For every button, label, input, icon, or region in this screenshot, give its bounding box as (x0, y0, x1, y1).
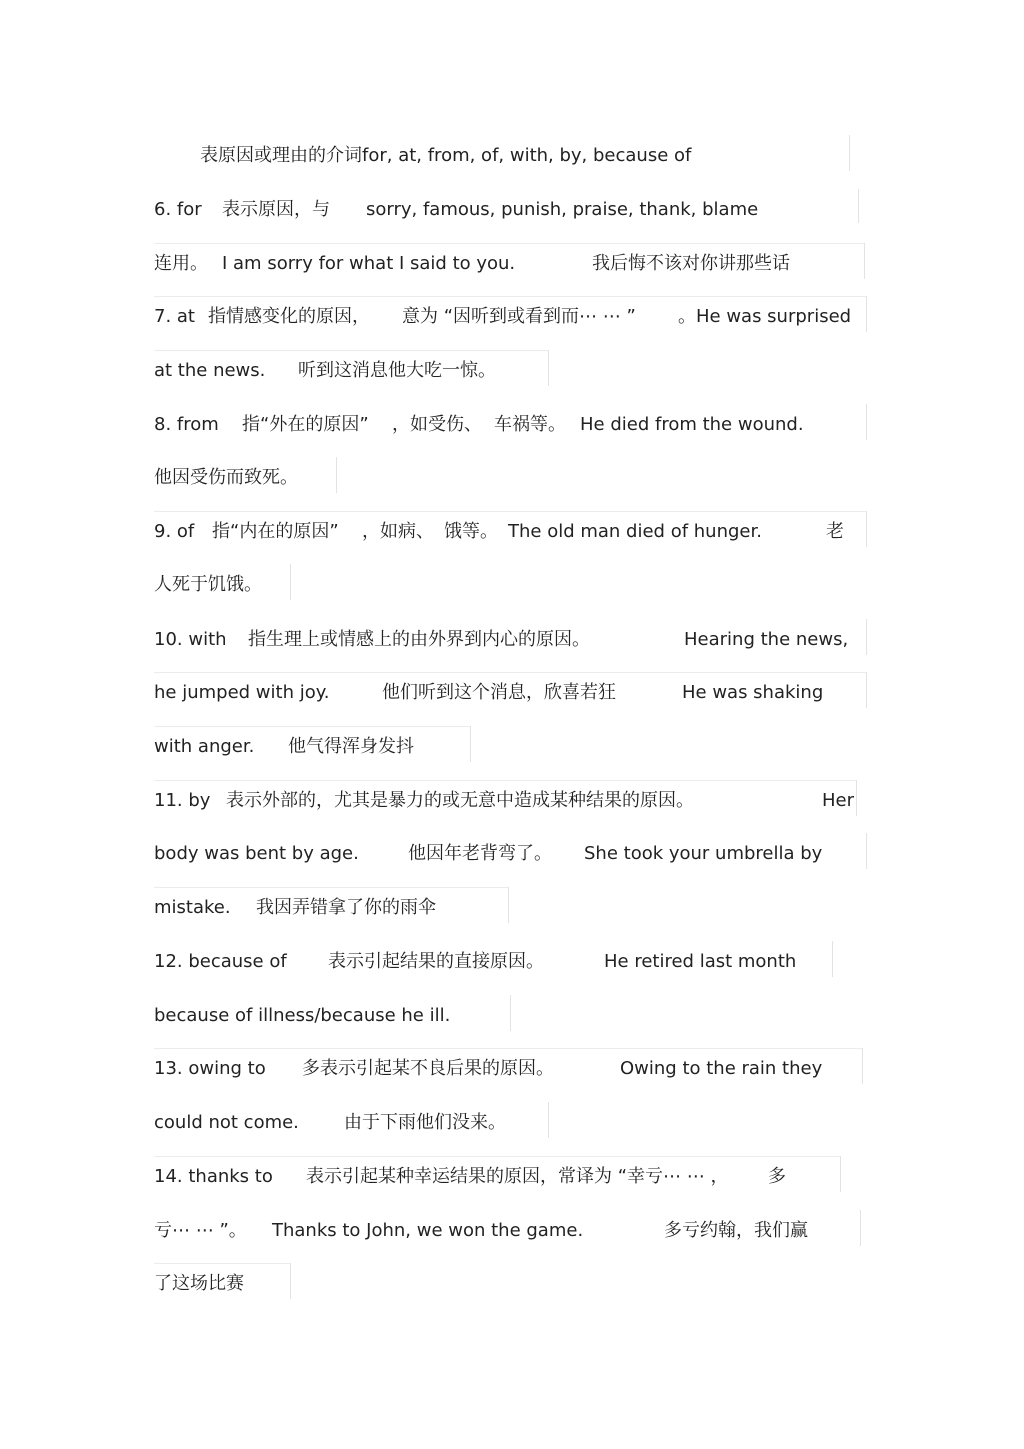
scan-line (508, 887, 509, 923)
line-text: 13. owing to (154, 1058, 266, 1079)
line-text: 表示外部的，尤其是暴力的或无意中造成某种结果的原因。 (226, 790, 694, 811)
scan-line (862, 1048, 863, 1084)
scan-line (860, 1210, 861, 1246)
line-text: 指生理上或情感上的由外界到内心的原因。 (248, 629, 590, 650)
scan-line (290, 564, 291, 600)
line-text: He died from the wound. (580, 414, 804, 435)
line-text: ，如病、 (362, 521, 434, 542)
line-text: 了这场比赛 (154, 1273, 244, 1294)
line-text: 6. for (154, 199, 202, 220)
scan-line (856, 780, 857, 816)
line-text: because of illness/because he ill. (154, 1005, 451, 1026)
scan-line (154, 672, 866, 673)
line-text: 我因弄错拿了你的雨伞 (256, 897, 436, 918)
line-text: 10. with (154, 629, 227, 650)
line-text: I am sorry for what I said to you. (222, 253, 516, 274)
scan-line (154, 511, 866, 512)
line-text: Hearing the news, (684, 629, 849, 650)
line-text: 12. because of (154, 951, 287, 972)
line-text: 8. from (154, 414, 219, 435)
line-text: 指“内在的原因” (212, 521, 339, 542)
line-text: ，如受伤、 (392, 414, 482, 435)
line-text: 他气得浑身发抖 (288, 736, 414, 757)
line-text: Thanks to John, we won the game. (272, 1220, 584, 1241)
scan-line (154, 726, 470, 727)
line-text: 指情感变化的原因， (208, 306, 370, 327)
line-text: 表示原因，与 (222, 199, 330, 220)
line-text: 他因年老背弯了。 (408, 843, 552, 864)
scan-line (290, 1263, 291, 1299)
scan-line (154, 1263, 290, 1264)
line-text: 人死于饥饿。 (154, 574, 262, 595)
line-text: with anger. (154, 736, 255, 757)
scan-line (154, 1156, 840, 1157)
line-text: 多表示引起某不良后果的原因。 (302, 1058, 554, 1079)
line-text: She took your umbrella by (584, 843, 823, 864)
scan-line (866, 511, 867, 547)
line-text: mistake. (154, 897, 231, 918)
scan-line (154, 887, 508, 888)
line-text: 多亏约翰，我们赢 (664, 1220, 808, 1241)
scan-line (866, 296, 867, 332)
scan-line (858, 189, 859, 223)
line-text: 9. of (154, 521, 195, 542)
scan-line (154, 350, 548, 351)
scan-line (849, 135, 850, 171)
scan-line (154, 780, 856, 781)
scan-line (832, 941, 833, 977)
line-text: The old man died of hunger. (508, 521, 762, 542)
line-text: 7. at (154, 306, 195, 327)
scan-line (548, 350, 549, 386)
line-text: Her (822, 790, 855, 811)
scan-line (866, 404, 867, 440)
line-text: 。He was surprised (678, 306, 852, 327)
line-text: 听到这消息他大吃一惊。 (298, 360, 496, 381)
scan-line (470, 726, 471, 762)
line-text: 亏⋯ ⋯ ”。 (154, 1220, 247, 1241)
line-text: 车祸等。 (494, 414, 566, 435)
line-text: 14. thanks to (154, 1166, 273, 1187)
scan-line (154, 1048, 862, 1049)
line-text: 饿等。 (444, 521, 498, 542)
line-text: He was shaking (682, 682, 824, 703)
line-text: Owing to the rain they (620, 1058, 823, 1079)
scan-line (864, 243, 865, 279)
line-text: 我后悔不该对你讲那些话 (592, 253, 790, 274)
line-text: 他们听到这个消息，欣喜若狂 (382, 682, 616, 703)
line-text: 老 (826, 521, 844, 542)
line-text: 多 (768, 1166, 786, 1187)
line-text: body was bent by age. (154, 843, 359, 864)
scan-line (510, 995, 511, 1031)
line-text: 连用。 (154, 253, 208, 274)
line-text: sorry, famous, punish, praise, thank, blame (366, 199, 759, 220)
line-text: 他因受伤而致死。 (154, 467, 298, 488)
line-text: 指“外在的原因” (242, 414, 369, 435)
scan-line (866, 672, 867, 708)
scan-line (840, 1156, 841, 1192)
scan-line (154, 296, 866, 297)
line-text: 表原因或理由的介词for, at, from, of, with, by, because of (200, 145, 692, 166)
line-text: 由于下雨他们没来。 (344, 1112, 506, 1133)
scan-line (866, 833, 867, 869)
line-text: 表示引起某种幸运结果的原因，常译为 “幸亏⋯ ⋯ ， (306, 1166, 729, 1187)
line-text: 表示引起结果的直接原因。 (328, 951, 544, 972)
line-text: 11. by (154, 790, 211, 811)
line-text: he jumped with joy. (154, 682, 330, 703)
scan-line (866, 619, 867, 655)
line-text: He retired last month (604, 951, 797, 972)
scan-line (154, 243, 864, 244)
line-text: could not come. (154, 1112, 299, 1133)
line-text: at the news. (154, 360, 266, 381)
line-text: 意为 “因听到或看到而⋯ ⋯ ” (402, 306, 636, 327)
scan-line (548, 1102, 549, 1138)
scan-line (336, 457, 337, 493)
